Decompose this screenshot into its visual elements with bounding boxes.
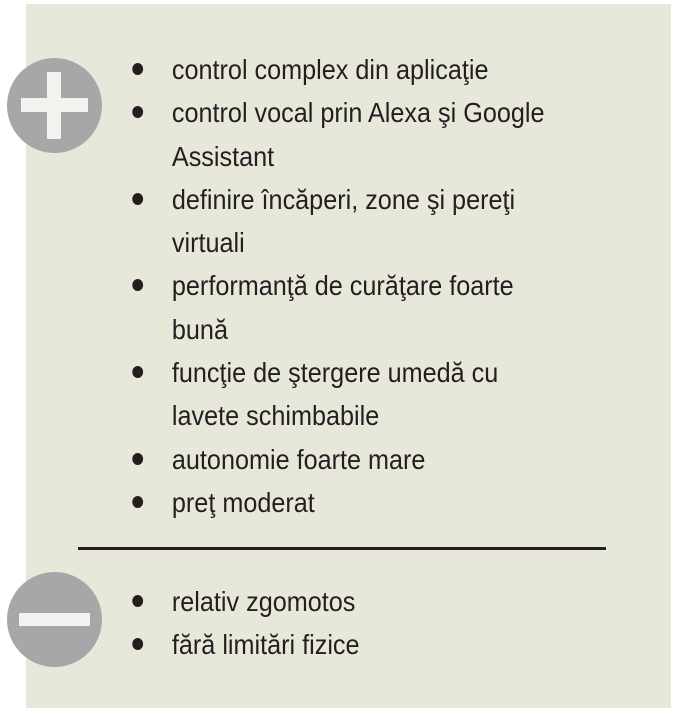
section-divider [78,547,606,550]
pros-list-item [0,264,622,307]
cons-list [0,580,622,667]
pros-item-text: virtuali [171,227,245,259]
pros-item-text: bună [171,313,228,345]
pros-item-text: Assistant [171,140,275,172]
pros-list-item [0,91,622,134]
cons-list-item [0,623,622,666]
pros-list-item-continuation [0,135,622,178]
pros-item-text: definire încăperi, zone şi pereţi [171,183,516,215]
pros-item-text: control vocal prin Alexa şi Google [171,97,545,129]
pros-item-text: preţ moderat [171,486,315,518]
pros-list-item [0,178,622,221]
pros-list-item [0,438,622,481]
pros-list [0,48,622,524]
pros-list-item [0,481,622,524]
pros-item-text: autonomie foarte mare [171,443,426,475]
pros-item-text: control complex din aplicaţie [171,54,489,85]
pros-item-text: lavete schimbabile [171,400,380,432]
pros-list-item [0,351,622,394]
pros-list-item [0,48,622,91]
pros-list-item-continuation [0,221,622,264]
pros-item-text: funcţie de ştergere umedă cu [171,357,499,389]
cons-list-item [0,580,622,623]
cons-item-text: relativ zgomotos [171,586,356,617]
pros-list-item-continuation [0,308,622,351]
pros-list-item-continuation [0,394,622,437]
pros-item-text: performanţă de curăţare foarte [171,270,514,302]
cons-item-text: fără limitări fizice [171,629,360,661]
